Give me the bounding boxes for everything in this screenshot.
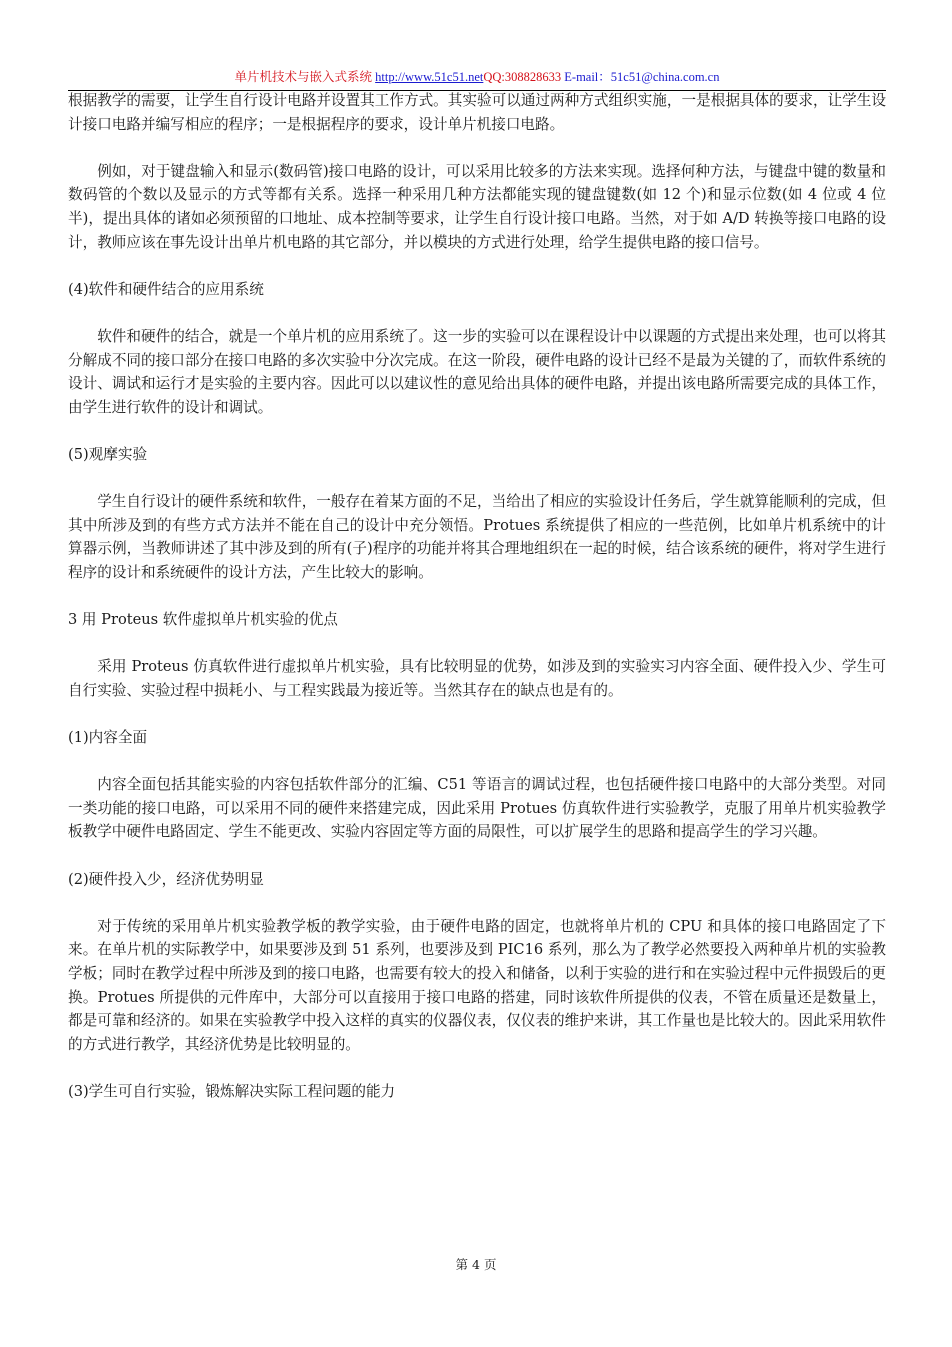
paragraph-continued: 根据教学的需要，让学生自行设计电路并设置其工作方式。其实验可以通过两种方式组织实施，一是根据具体的要求，让学生设计接口电路并编写相应的程序；一是根据程序的要求，设计单片机接口电路。 <box>68 92 886 133</box>
section-heading: (4)软件和硬件结合的应用系统 <box>68 280 264 298</box>
section-heading: (5)观摩实验 <box>68 445 148 463</box>
section-heading: 3 用 Proteus 软件虚拟单片机实验的优点 <box>68 611 338 629</box>
paragraph: 学生自行设计的硬件系统和软件，一般存在着某方面的不足，当给出了相应的实验设计任务后，学生就算能顺利的完成，但其中所涉及到的有些方式方法并不能在自己的设计中充分领悟。Protues 系统提供了相应的一些范例，比如单片机系统中的计算器示例，当教师讲述了其中涉及到的所有(子)程序的功能并将其合理地组织在一起的时候，结合该系统的硬件，将对学生进行程序的设计和系统硬件的设计方法，产生比较大的影响。 <box>68 493 886 581</box>
paragraph: 采用 Proteus 仿真软件进行虚拟单片机实验，具有比较明显的优势，如涉及到的实验实习内容全面、硬件投入少、学生可自行实验、实验过程中损耗小、与工程实践最为接近等。当然其存在的缺点也是有的。 <box>68 658 886 699</box>
header-url-link[interactable]: http://www.51c51.net <box>375 70 484 84</box>
header-qq: QQ:308828633 <box>483 70 562 84</box>
paragraph: 例如，对于键盘输入和显示(数码管)接口电路的设计，可以采用比较多的方法来实现。选择何种方法，与键盘中键的数量和数码管的个数以及显示的方式等都有关系。选择一种采用几种方法都能实现的键盘键数(如 12 个)和显示位数(如 4 位或 4 位半)，提出具体的诸如必须预留的口地址、成本控制等要求，让学生自行设计接口电路。当然，对于如 A/D 转换等接口电路的设计，教师应该在事先设计出单片机电路的其它部分，并以模块的方式进行处理，给学生提供电路的接口信号。 <box>68 162 886 251</box>
section-heading: (3)学生可自行实验，锻炼解决实际工程问题的能力 <box>68 1082 396 1100</box>
page-header <box>68 68 886 91</box>
document-body <box>68 89 886 1127</box>
paragraph: 对于传统的采用单片机实验教学板的教学实验，由于硬件电路的固定，也就将单片机的 CPU 和具体的接口电路固定了下来。在单片机的实际教学中，如果要涉及到 51 系列，也要涉及到 PIC16 系列，那么为了教学必然要投入两种单片机的实验教学板；同时在教学过程中所涉及到的接口电路，也需要有较大的投入和储备，以利于实验的进行和在实验过程中元件损毁后的更换。Protues 所提供的元件库中，大部分可以直接用于接口电路的搭建，同时该软件所提供的仪表，不管在质量还是数量上，都是可靠和经济的。如果在实验教学中投入这样的真实的仪器仪表，仅仪表的维护来讲，其工作量也是比较大的。因此采用软件的方式进行教学，其经济优势是比较明显的。 <box>68 917 886 1053</box>
page-number: 第 4 页 <box>455 1257 497 1272</box>
header-email: E-mail：51c51@china.com.cn <box>564 70 720 84</box>
section-heading: (1)内容全面 <box>68 729 148 747</box>
paragraph: 软件和硬件的结合，就是一个单片机的应用系统了。这一步的实验可以在课程设计中以课题的方式提出来处理，也可以将其分解成不同的接口部分在接口电路的多次实验中分次完成。在这一阶段，硬件电路的设计已经不是最为关键的了，而软件系统的设计、调试和运行才是实验的主要内容。因此可以以建议性的意见给出具体的硬件电路，并提出该电路所需要完成的具体工作，由学生进行软件的设计和调试。 <box>68 327 886 416</box>
paragraph: 内容全面包括其能实验的内容包括软件部分的汇编、C51 等语言的调试过程，也包括硬件接口电路中的大部分类型。对同一类功能的接口电路，可以采用不同的硬件来搭建完成，因此采用 Protues 仿真软件进行实验教学，克服了用单片机实验教学板教学中硬件电路固定、学生不能更改、实验内容固定等方面的局限性，可以扩展学生的思路和提高学生的学习兴趣。 <box>68 776 886 841</box>
header-site-name: 单片机技术与嵌入式系统 <box>234 70 373 84</box>
section-heading: (2)硬件投入少，经济优势明显 <box>68 870 264 888</box>
